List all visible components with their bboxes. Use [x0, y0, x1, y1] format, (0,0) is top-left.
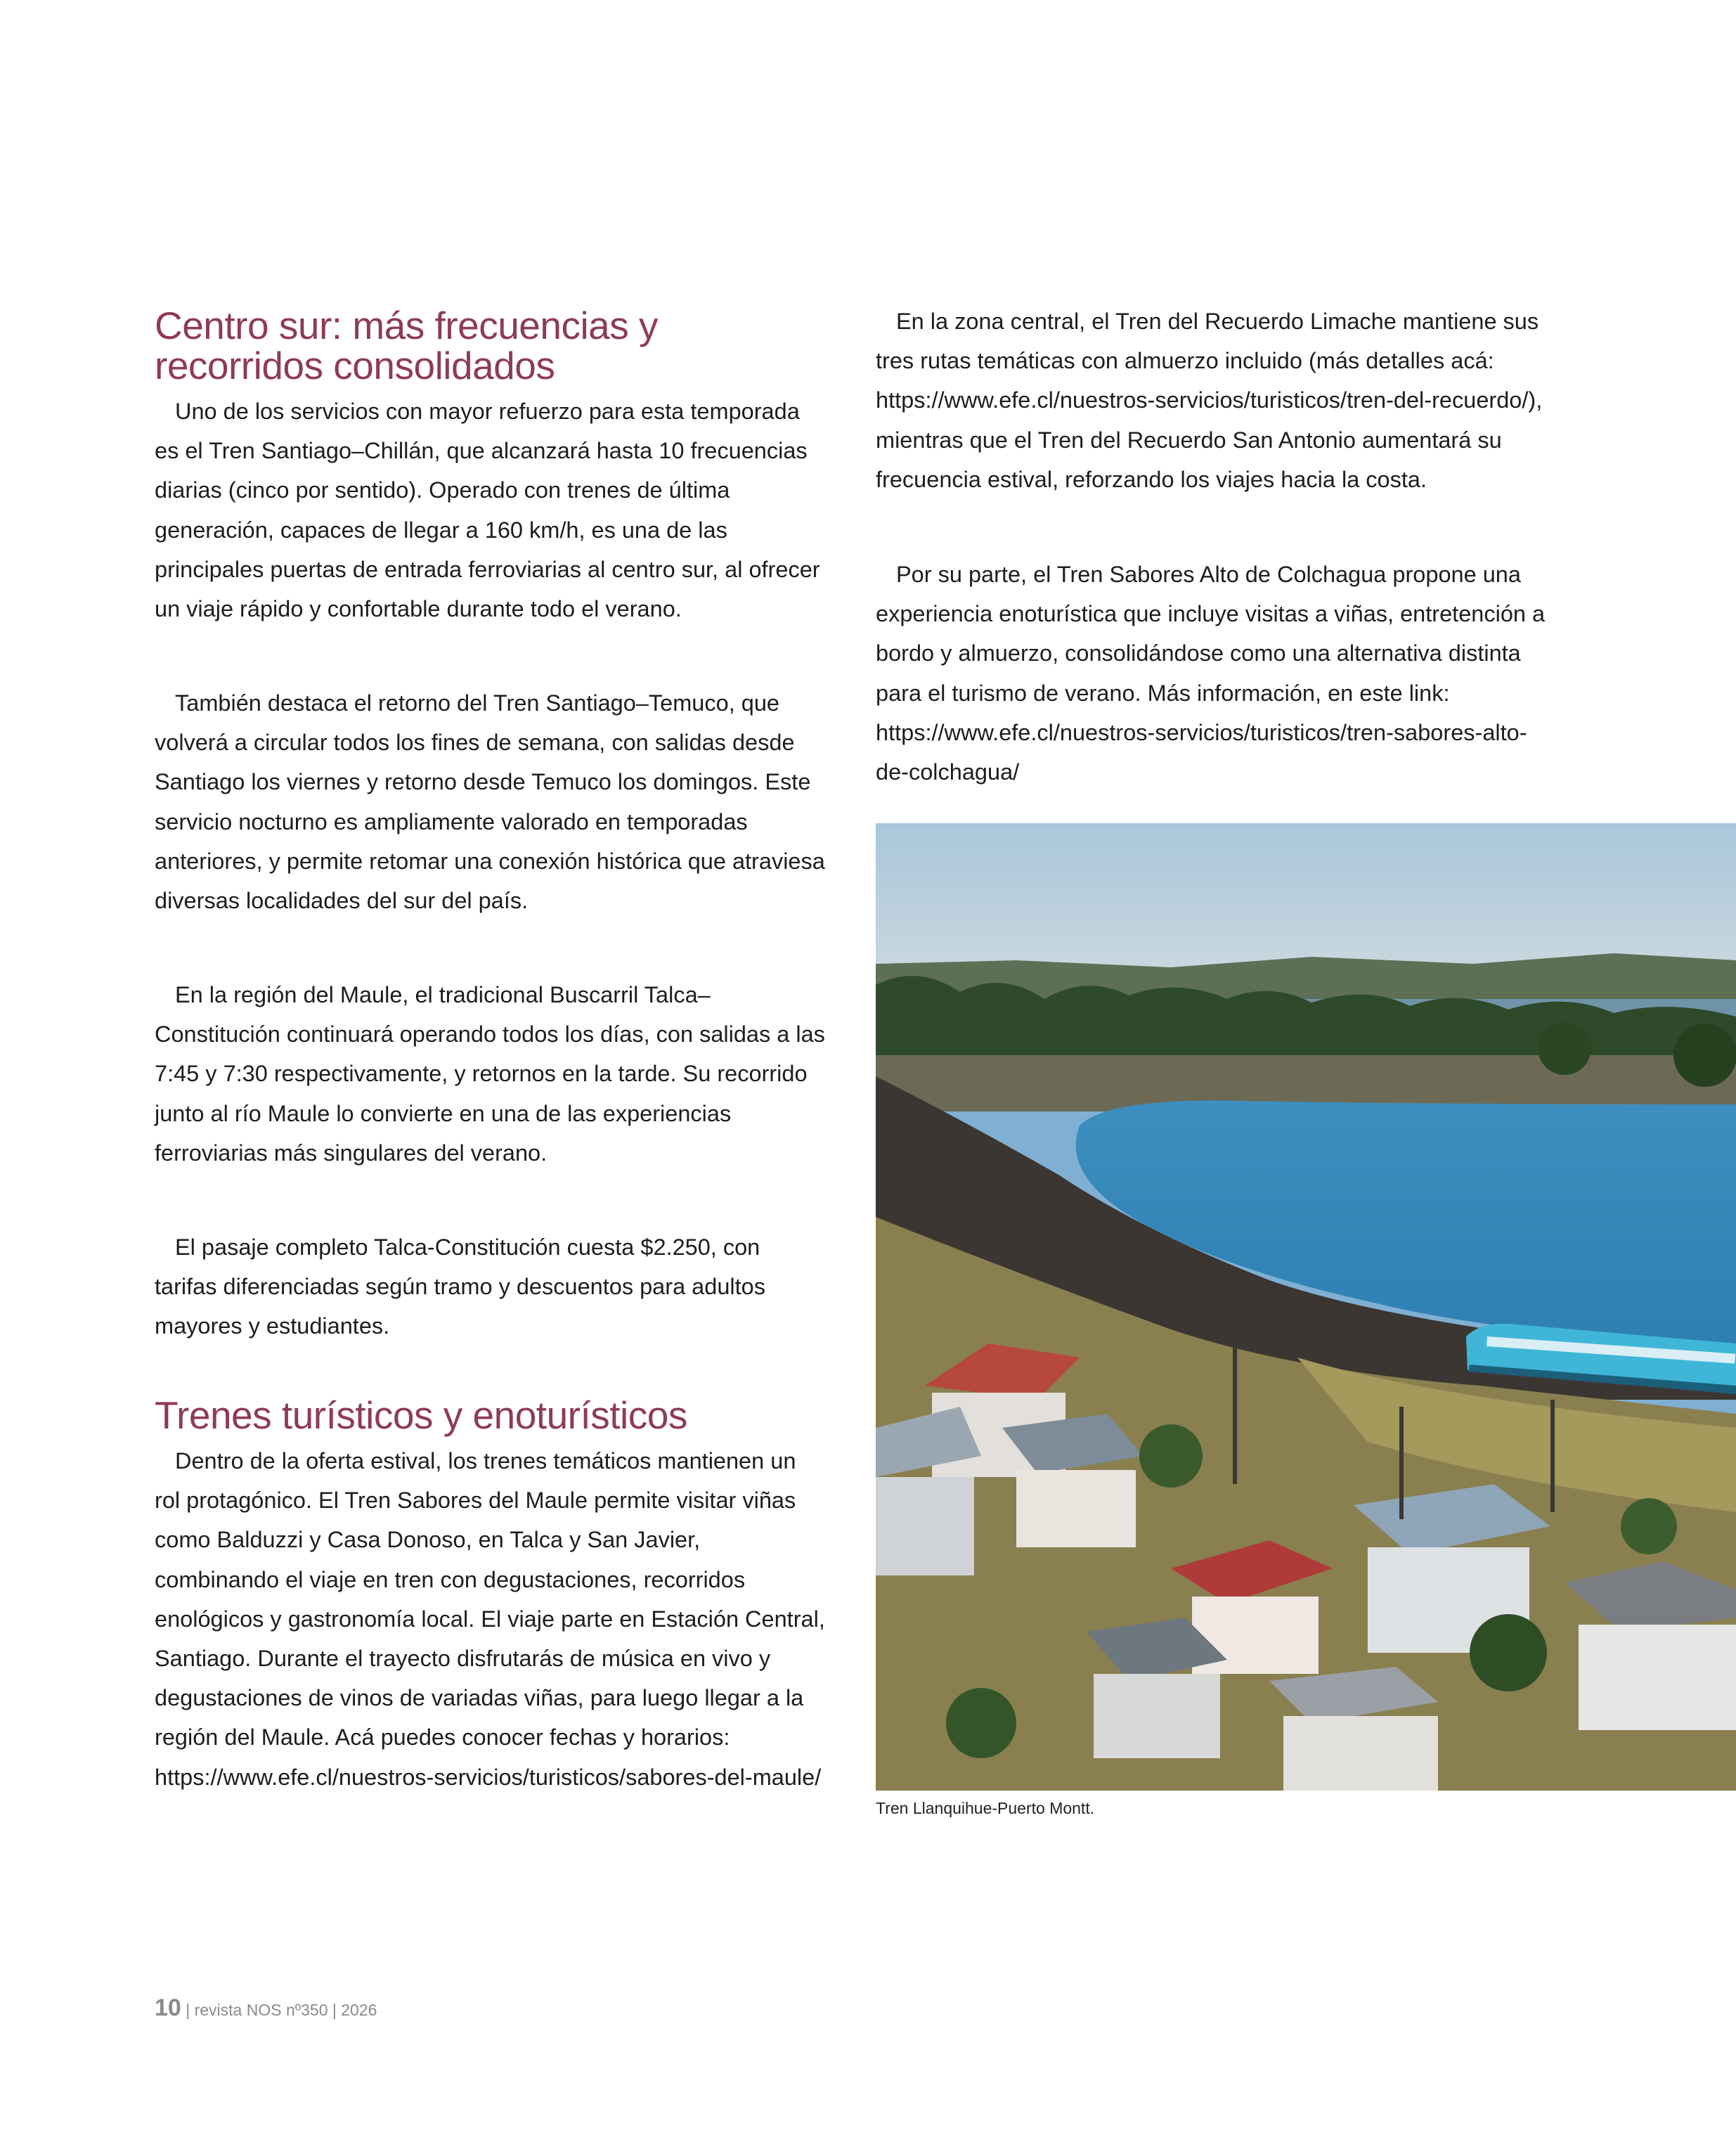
- body-paragraph: El pasaje completo Talca-Constitución cuesta $2.250, con tarifas diferenciadas según tramo y descuentos para adultos mayores y estudiantes.: [155, 1234, 765, 1339]
- body-paragraph: Por su parte, el Tren Sabores Alto de Colchagua propone una experiencia enoturística que incluye visitas a viñas, entretención a bordo y almuerzo, consolidándose como una alternativa distinta para el turismo de verano. Más información, en este link: https://www.efe.cl/nuestros-servicios/turisticos/tren-sabores-alto-de-colchagua/: [876, 562, 1546, 785]
- body-paragraph: También destaca el retorno del Tren Santiago–Temuco, que volverá a circular todos los fines de semana, con salidas desde Santiago los viernes y retorno desde Temuco los domingos. Este servicio nocturno es ampliamente valorado en temporadas anteriores, y permite retomar una conexión histórica que atraviesa diversas localidades del sur del país.: [155, 690, 825, 914]
- section-heading-trenes-turisticos: Trenes turísticos y enoturísticos: [155, 1393, 687, 1437]
- section-heading-centro-sur: Centro sur: más frecuencias y recorridos consolidados: [155, 304, 659, 387]
- publication-info: | revista NOS nº350 | 2026: [181, 2001, 377, 2019]
- page-number: 10: [155, 1994, 181, 2021]
- body-paragraph: Uno de los servicios con mayor refuerzo para esta temporada es el Tren Santiago–Chillán, que alcanzará hasta 10 frecuencias diarias (cinco por sentido). Operado con trenes de última generación, capaces de llegar a 160 km/h, es una de las principales puertas de entrada ferroviarias al centro sur, al ofrecer un viaje rápido y confortable durante todo el verano.: [155, 399, 820, 622]
- page-footer: [155, 1995, 377, 2023]
- train-lake-photo: [876, 823, 1736, 1791]
- body-paragraph: En la zona central, el Tren del Recuerdo Limache mantiene sus tres rutas temáticas con almuerzo incluido (más detalles acá: https://www.efe.cl/nuestros-servicios/turisticos/tren-del-recuerdo/), mientras que el Tren del Recuerdo San Antonio aumentará su frecuencia estival, reforzando los viajes hacia la costa.: [876, 309, 1543, 492]
- body-paragraph: Dentro de la oferta estival, los trenes temáticos mantienen un rol protagónico. El Tren Sabores del Maule permite visitar viñas como Balduzzi y Casa Donoso, en Talca y San Javier, combinando el viaje en tren con degustaciones, recorridos enológicos y gastronomía local. El viaje parte en Estación Central, Santiago. Durante el trayecto disfrutarás de música en vivo y degustaciones de vinos de variadas viñas, para luego llegar a la región del Maule. Acá puedes conocer fechas y horarios: https://www.efe.cl/nuestros-servicios/turisticos/sabores-del-maule/: [155, 1448, 825, 1790]
- photo-caption: Tren Llanquihue-Puerto Montt.: [876, 1799, 1095, 1817]
- body-paragraph: En la región del Maule, el tradicional Buscarril Talca–Constitución continuará operando todos los días, con salidas a las 7:45 y 7:30 respectivamente, y retornos en la tarde. Su recorrido junto al río Maule lo convierte en una de las experiencias ferroviarias más singulares del verano.: [155, 982, 825, 1166]
